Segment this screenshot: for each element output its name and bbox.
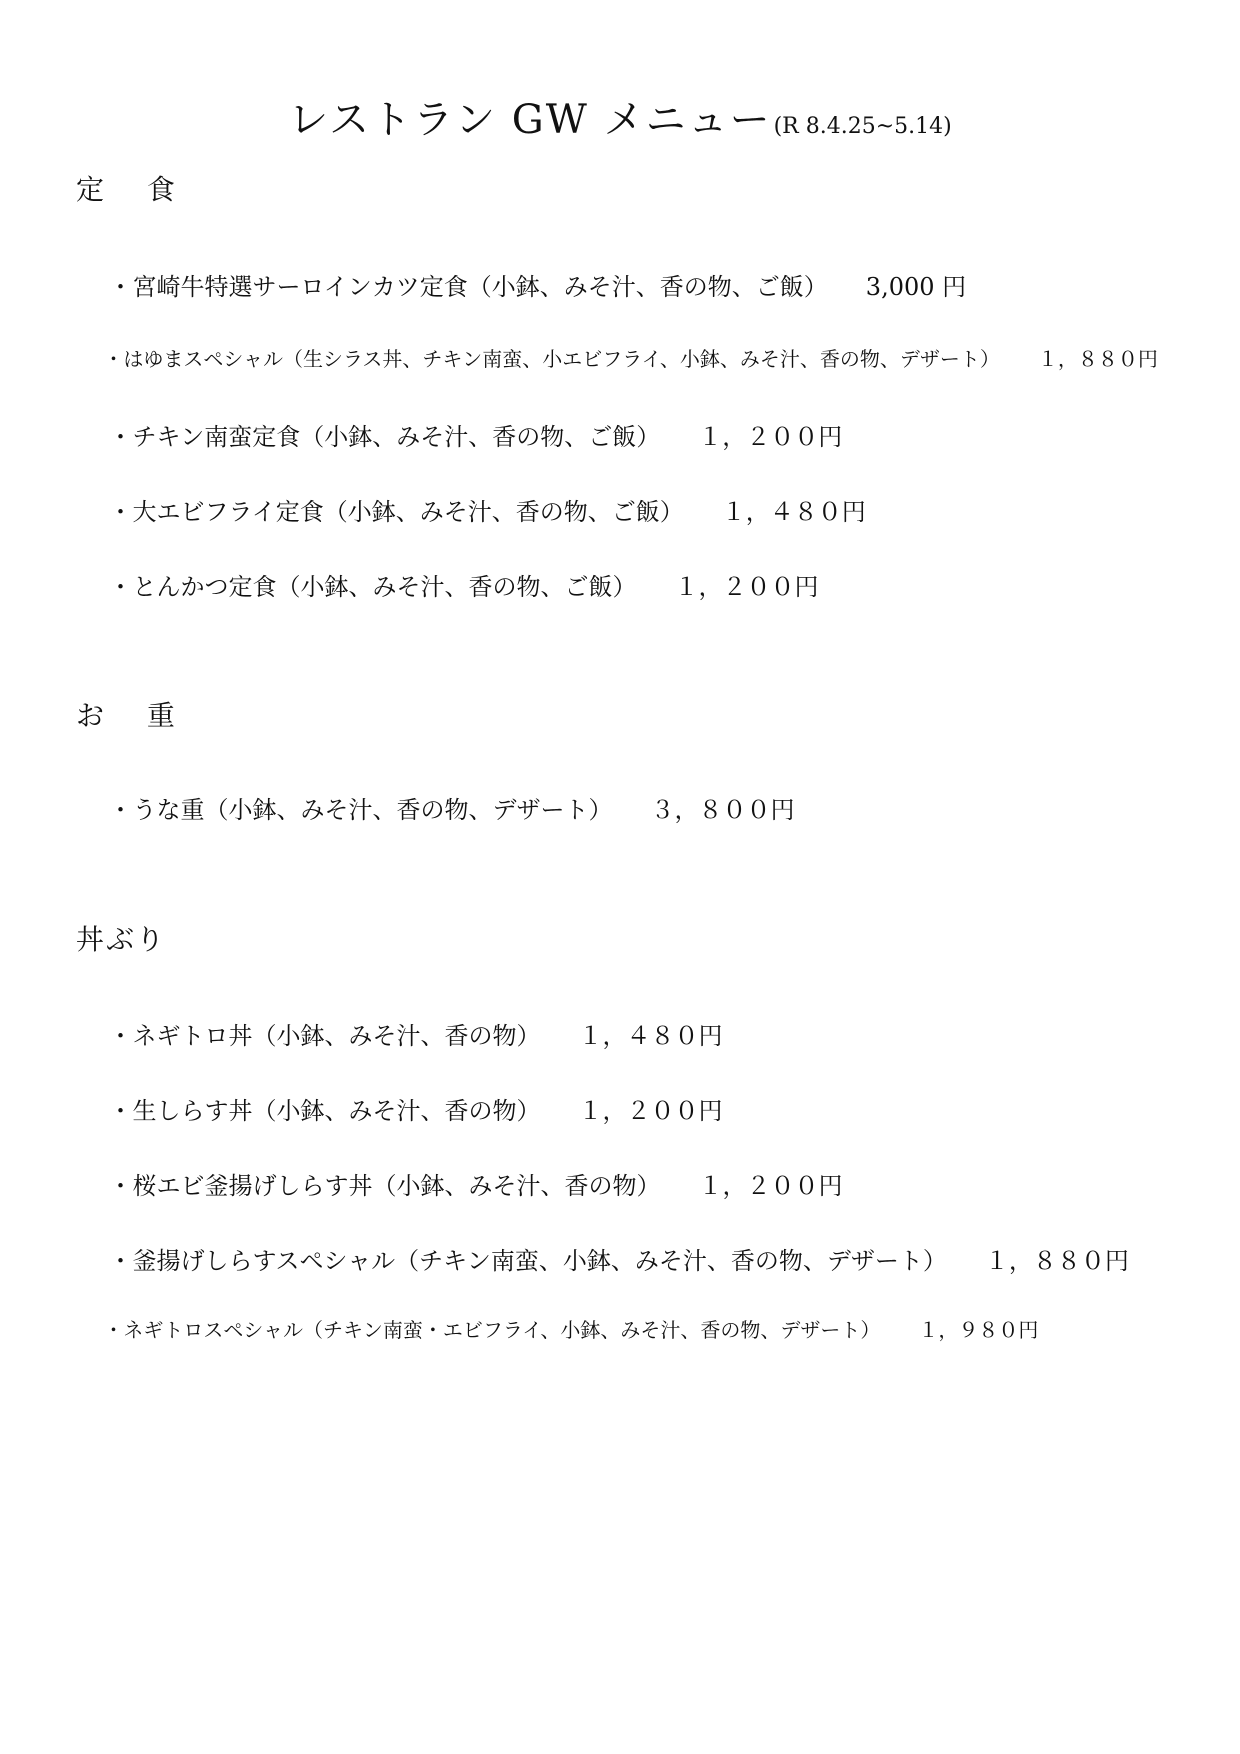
menu-item [78, 323, 1158, 395]
menu-item-price: １，２００円 [674, 572, 819, 601]
menu-item-price: １，９８０円 [918, 1318, 1039, 1342]
menu-item-name: ・宮崎牛特選サーロインカツ定食（小鉢、みそ汁、香の物、ご飯） [108, 272, 828, 301]
menu-item [78, 544, 819, 630]
page-title [0, 88, 1240, 145]
section-heading-donburi: 丼ぶり [76, 923, 167, 956]
menu-item-name: ・釜揚げしらすスペシャル（チキン南蛮、小鉢、みそ汁、香の物、デザート） [108, 1246, 947, 1275]
menu-item-name: ・うな重（小鉢、みそ汁、香の物、デザート） [108, 795, 613, 824]
menu-item [78, 1218, 1129, 1304]
menu-item [78, 394, 842, 480]
menu-item-price: ３，８００円 [650, 795, 795, 824]
menu-item [78, 993, 723, 1079]
menu-item-name: ・ネギトロ丼（小鉢、みそ汁、香の物） [108, 1021, 541, 1050]
menu-item [78, 244, 966, 330]
menu-item [78, 1294, 1038, 1366]
menu-item-price: １，４８０円 [578, 1021, 723, 1050]
title-period: (R 8.4.25~5.14) [773, 114, 952, 139]
title-main: レストラン GW メニュー [288, 97, 772, 143]
menu-item-price: １，８８０円 [1037, 347, 1158, 371]
menu-item-price: １，４８０円 [721, 497, 866, 526]
menu-item-name: ・チキン南蛮定食（小鉢、みそ汁、香の物、ご飯） [108, 422, 661, 451]
menu-item-price: １，２００円 [698, 422, 843, 451]
menu-item-price: １，２００円 [578, 1096, 723, 1125]
menu-item-name: ・生しらす丼（小鉢、みそ汁、香の物） [108, 1096, 541, 1125]
menu-item-name: ・ネギトロスペシャル（チキン南蛮・エビフライ、小鉢、みそ汁、香の物、デザート） [103, 1318, 881, 1342]
menu-item-name: ・桜エビ釜揚げしらす丼（小鉢、みそ汁、香の物） [108, 1171, 661, 1200]
menu-item-price: １，８８０円 [984, 1246, 1129, 1275]
menu-item [78, 469, 866, 555]
menu-item [78, 767, 795, 853]
section-heading-teishoku: 定 食 [76, 173, 177, 206]
menu-item [78, 1143, 843, 1229]
menu-item-name: ・大エビフライ定食（小鉢、みそ汁、香の物、ご飯） [108, 497, 684, 526]
menu-item-name: ・とんかつ定食（小鉢、みそ汁、香の物、ご飯） [108, 572, 637, 601]
section-heading-ojuu: お 重 [76, 699, 177, 732]
menu-item [78, 1068, 723, 1154]
menu-item-price: １，２００円 [698, 1171, 843, 1200]
menu-item-price: 3,000 円 [865, 272, 967, 301]
menu-item-name: ・はゆまスペシャル（生シラス丼、チキン南蛮、小エビフライ、小鉢、みそ汁、香の物、デザート） [103, 347, 1000, 371]
